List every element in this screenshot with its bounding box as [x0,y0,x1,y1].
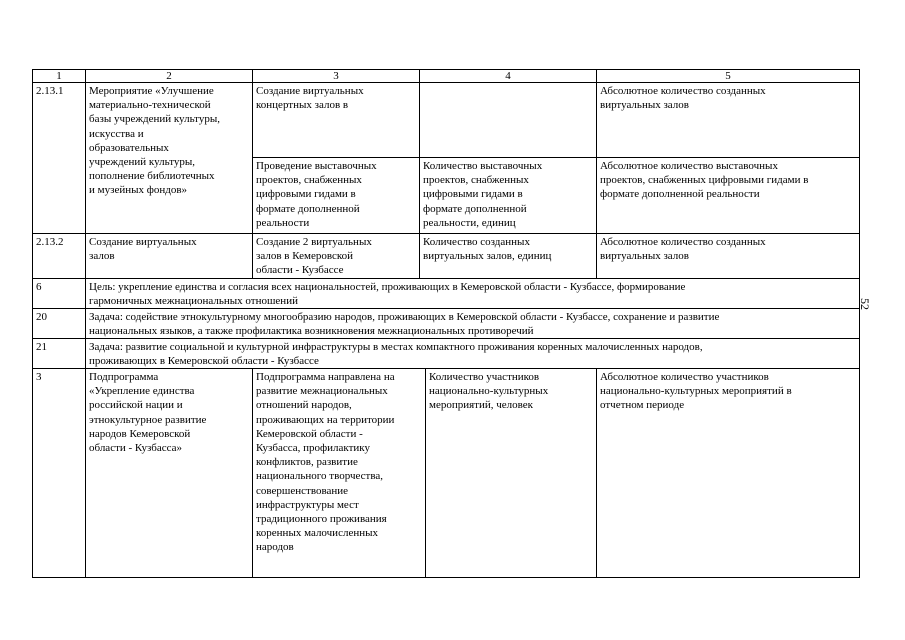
header-col-1: 1 [32,69,86,83]
row-2131-a-indicator [419,82,597,158]
row-3-number: 3 [32,368,86,578]
row-2131-a-method: Абсолютное количество созданных виртуальных залов [596,82,860,158]
row-21-task: Задача: развитие социальной и культурной инфраструктуры в местах компактного проживания коренных малочисленных народов, проживающих в Кемеровской области - Кузбассе [85,338,860,369]
row-6-number: 6 [32,278,86,309]
row-3-subprogram: Подпрограмма «Укрепление единства российской нации и этнокультурное развитие народов Кемеровской области - Кузбасса» [85,368,253,578]
row-2132-measure: Создание виртуальных залов [85,233,253,279]
row-2131-measure: Мероприятие «Улучшение материально-технической базы учреждений культуры, искусства и образовательных учреждений культуры, пополнение библиотечных и музейных фондов» [85,82,253,234]
row-2131-a-content: Создание виртуальных концертных залов в [252,82,420,158]
row-21-number: 21 [32,338,86,369]
header-col-4: 4 [419,69,597,83]
row-3-content: Подпрограмма направлена на развитие межнациональных отношений народов, проживающих на территории Кемеровской области - Кузбасса, профилактику конфликтов, развитие национального творчества, совершенствование инфраструктуры мест традиционного проживания коренных малочисленных народов [252,368,426,578]
header-col-2: 2 [85,69,253,83]
row-2132-method: Абсолютное количество созданных виртуальных залов [596,233,860,279]
row-2132-content: Создание 2 виртуальных залов в Кемеровской области - Кузбассе [252,233,420,279]
row-2131-b-content: Проведение выставочных проектов, снабженных цифровыми гидами в формате дополненной реальности [252,157,420,234]
row-2131-b-indicator: Количество выставочных проектов, снабженных цифровыми гидами в формате дополненной реальности, единиц [419,157,597,234]
row-3-indicator: Количество участников национально-культурных мероприятий, человек [425,368,597,578]
row-2131-number: 2.13.1 [32,82,86,234]
row-2132-indicator: Количество созданных виртуальных залов, единиц [419,233,597,279]
row-20-number: 20 [32,308,86,339]
row-20-task: Задача: содействие этнокультурному многообразию народов, проживающих в Кемеровской области - Кузбассе, сохранение и развитие национальных языков, а также профилактика возникновения межнациональных противоречий [85,308,860,339]
row-6-goal: Цель: укрепление единства и согласия всех национальностей, проживающих в Кемеровской области - Кузбассе, формирование гармоничных межнациональных отношений [85,278,860,309]
page-number: 52 [858,298,872,310]
header-col-5: 5 [596,69,860,83]
row-2132-number: 2.13.2 [32,233,86,279]
header-col-3: 3 [252,69,420,83]
row-3-method: Абсолютное количество участников национально-культурных мероприятий в отчетном периоде [596,368,860,578]
row-2131-b-method: Абсолютное количество выставочных проектов, снабженных цифровыми гидами в формате дополненной реальности [596,157,860,234]
